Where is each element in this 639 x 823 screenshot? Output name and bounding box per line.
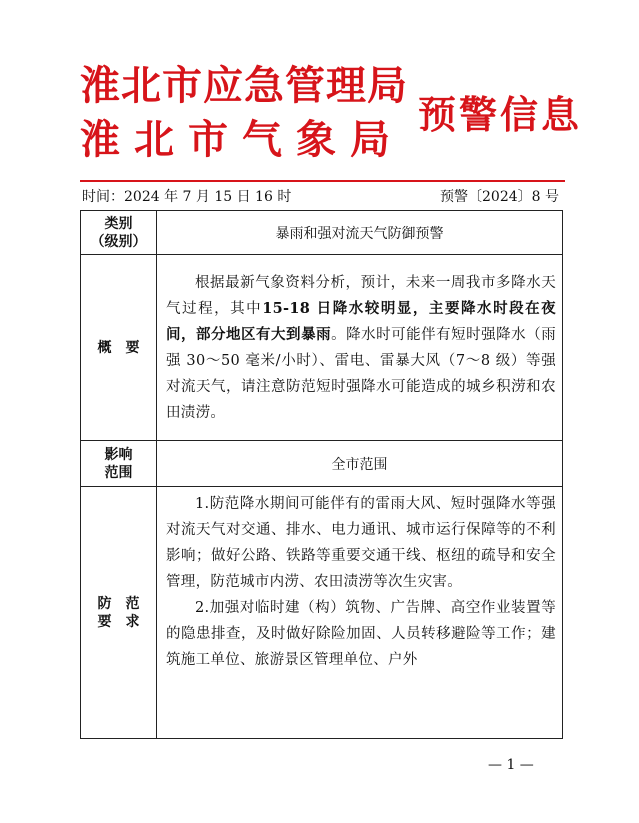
issue-time xyxy=(82,187,291,207)
scope-value: 全市范围 xyxy=(157,441,563,487)
issue-time-value: 2024 年 7 月 15 日 16 时 xyxy=(124,189,292,205)
document-type-title: 预警信息 xyxy=(418,92,583,137)
category-label-line1: 类别 xyxy=(104,215,133,232)
document-number: 预警〔2024〕8 号 xyxy=(440,189,559,205)
issuer-title-line1: 淮北市应急管理局 xyxy=(80,62,408,109)
table-row-summary xyxy=(81,255,563,441)
category-value: 暴雨和强对流天气防御预警 xyxy=(157,211,563,255)
summary-value xyxy=(157,255,563,441)
table-row-category xyxy=(81,211,563,255)
summary-text-before: 根据最新气象资料分析，预计，未来一周我市多降水天气过程，其中 xyxy=(166,274,556,317)
scope-label-line2: 范围 xyxy=(104,464,133,481)
category-label xyxy=(81,211,157,255)
summary-label-text: 概 要 xyxy=(97,339,140,356)
category-label-line2: （级别） xyxy=(90,233,147,250)
prevention-label xyxy=(81,487,157,739)
summary-text-bold: 15-18 日降水较明显，主要降水时段在夜间，部分地区有大到暴雨 xyxy=(166,299,556,343)
issuer-title-line2: 淮北市气象局 xyxy=(80,116,404,163)
scope-label xyxy=(81,441,157,487)
prevention-value xyxy=(157,487,563,739)
scope-label-line1: 影响 xyxy=(104,446,133,463)
summary-label xyxy=(81,255,157,441)
prevention-label-line2: 要 求 xyxy=(97,613,140,630)
prevention-paragraph-2: 2.加强对临时建（构）筑物、广告牌、高空作业装置等的隐患排查，及时做好除险加固、人员转移避险等工作；建筑施工单位、旅游景区管理单位、户外 xyxy=(166,600,556,668)
prevention-label-line1: 防 范 xyxy=(97,595,140,612)
summary-text-after: 。降水时可能伴有短时强降水（雨强 30～50 毫米/小时）、雷电、雷暴大风（7～8 级）等强对流天气，请注意防范短时强降水可能造成的城乡积涝和农田渍涝。 xyxy=(166,326,556,421)
prevention-text xyxy=(157,487,562,677)
page-number: — 1 — xyxy=(488,757,534,773)
table-row-prevention xyxy=(81,487,563,739)
prevention-paragraph-1: 1.防范降水期间可能伴有的雷雨大风、短时强降水等强对流天气对交通、排水、电力通讯、城市运行保障等的不利影响；做好公路、铁路等重要交通干线、枢纽的疏导和安全管理，防范城市内涝、农田渍涝等次生灾害。 xyxy=(166,496,556,590)
warning-table xyxy=(80,210,563,739)
summary-text xyxy=(157,266,562,430)
table-row-scope xyxy=(81,441,563,487)
issue-time-label: 时间： xyxy=(82,189,124,205)
red-header-rule xyxy=(80,180,565,182)
